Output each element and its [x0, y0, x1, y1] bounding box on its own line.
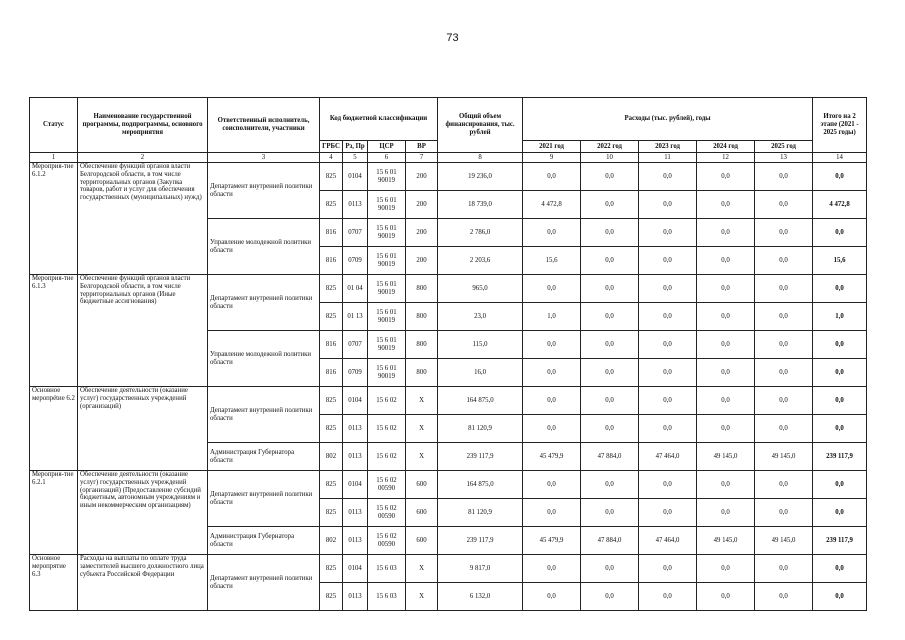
y2021-cell: 0,0 [523, 415, 581, 443]
y2023-cell: 0,0 [639, 331, 697, 359]
col-number: 6 [368, 153, 406, 163]
y2024-cell: 0,0 [697, 275, 755, 303]
y2025-cell: 0,0 [755, 415, 813, 443]
y2021-cell: 0,0 [523, 555, 581, 583]
rzpr-cell: 0104 [343, 163, 368, 191]
itogo-cell: 239 117,9 [813, 443, 867, 471]
y2021-cell: 0,0 [523, 359, 581, 387]
y2023-cell: 0,0 [639, 555, 697, 583]
y2023-cell: 0,0 [639, 275, 697, 303]
total-cell: 164 875,0 [438, 471, 523, 499]
vr-cell: 800 [406, 331, 438, 359]
y2022-cell: 47 884,0 [581, 527, 639, 555]
y2022-cell: 0,0 [581, 499, 639, 527]
header-rzpr: Рз, Пр [343, 141, 368, 153]
y2021-cell: 0,0 [523, 499, 581, 527]
col-number: 12 [697, 153, 755, 163]
y2023-cell: 0,0 [639, 191, 697, 219]
y2025-cell: 0,0 [755, 275, 813, 303]
col-number: 11 [639, 153, 697, 163]
y2022-cell: 0,0 [581, 275, 639, 303]
csr-cell: 15 6 02 [368, 443, 406, 471]
y2024-cell: 0,0 [697, 247, 755, 275]
csr-cell: 15 6 01 90019 [368, 359, 406, 387]
vr-cell: X [406, 555, 438, 583]
header-total: Общий объем финансирования, тыс. рублей [438, 98, 523, 153]
total-cell: 81 120,9 [438, 415, 523, 443]
header-2021: 2021 год [523, 141, 581, 153]
y2024-cell: 0,0 [697, 583, 755, 611]
csr-cell: 15 6 01 90019 [368, 247, 406, 275]
rzpr-cell: 0709 [343, 247, 368, 275]
name-cell: Обеспечение деятельности (оказание услуг) государственных учреждений (организаций) (Предоставление субсидий бюджетным, автономным учреждениям и иным некоммерческим организациям) [78, 471, 208, 555]
header-2022: 2022 год [581, 141, 639, 153]
name-cell: Обеспечение функций органов власти Белгородской области, в том числе территориальных органов (Иные бюджетные ассигнования) [78, 275, 208, 387]
y2021-cell: 0,0 [523, 583, 581, 611]
csr-cell: 15 6 01 90019 [368, 331, 406, 359]
total-cell: 164 875,0 [438, 387, 523, 415]
y2021-cell: 0,0 [523, 471, 581, 499]
grbs-cell: 802 [320, 443, 343, 471]
y2021-cell: 15,6 [523, 247, 581, 275]
total-cell: 81 120,9 [438, 499, 523, 527]
rzpr-cell: 0104 [343, 471, 368, 499]
total-cell: 239 117,9 [438, 527, 523, 555]
header-budget-code: Код бюджетной классификации [320, 98, 438, 141]
header-expenses: Расходы (тыс. рублей), годы [523, 98, 813, 141]
status-cell: Мероприя-тие 6.2.1 [30, 471, 78, 555]
itogo-cell: 0,0 [813, 387, 867, 415]
y2023-cell: 0,0 [639, 415, 697, 443]
total-cell: 6 132,0 [438, 583, 523, 611]
y2024-cell: 0,0 [697, 555, 755, 583]
y2023-cell: 47 464,0 [639, 443, 697, 471]
grbs-cell: 825 [320, 275, 343, 303]
csr-cell: 15 6 02 00590 [368, 471, 406, 499]
grbs-cell: 816 [320, 219, 343, 247]
grbs-cell: 825 [320, 583, 343, 611]
y2021-cell: 0,0 [523, 219, 581, 247]
col-number: 8 [438, 153, 523, 163]
total-cell: 16,0 [438, 359, 523, 387]
rzpr-cell: 0113 [343, 527, 368, 555]
col-number: 3 [208, 153, 320, 163]
itogo-cell: 0,0 [813, 471, 867, 499]
csr-cell: 15 6 02 [368, 415, 406, 443]
total-cell: 18 739,0 [438, 191, 523, 219]
y2022-cell: 0,0 [581, 303, 639, 331]
y2023-cell: 0,0 [639, 303, 697, 331]
y2025-cell: 0,0 [755, 499, 813, 527]
itogo-cell: 0,0 [813, 359, 867, 387]
header-vr: ВР [406, 141, 438, 153]
total-cell: 23,0 [438, 303, 523, 331]
col-number: 10 [581, 153, 639, 163]
total-cell: 239 117,9 [438, 443, 523, 471]
y2023-cell: 0,0 [639, 163, 697, 191]
executor-cell: Департамент внутренней политики области [208, 275, 320, 331]
status-cell: Мероприя-тие 6.1.3 [30, 275, 78, 387]
y2022-cell: 0,0 [581, 163, 639, 191]
header-executor: Ответственный исполнитель, соисполнители, участники [208, 98, 320, 153]
page-number: 73 [446, 32, 459, 44]
csr-cell: 15 6 01 90019 [368, 219, 406, 247]
total-cell: 115,0 [438, 331, 523, 359]
rzpr-cell: 0104 [343, 555, 368, 583]
vr-cell: 600 [406, 499, 438, 527]
total-cell: 19 236,0 [438, 163, 523, 191]
status-cell: Основное меропрétие 6.2 [30, 387, 78, 471]
vr-cell: 800 [406, 275, 438, 303]
y2023-cell: 0,0 [639, 387, 697, 415]
y2024-cell: 0,0 [697, 331, 755, 359]
rzpr-cell: 0707 [343, 219, 368, 247]
itogo-cell: 0,0 [813, 583, 867, 611]
y2024-cell: 0,0 [697, 415, 755, 443]
rzpr-cell: 0709 [343, 359, 368, 387]
y2024-cell: 49 145,0 [697, 527, 755, 555]
executor-cell: Департамент внутренней политики области [208, 555, 320, 611]
y2021-cell: 0,0 [523, 387, 581, 415]
itogo-cell: 4 472,8 [813, 191, 867, 219]
y2025-cell: 0,0 [755, 303, 813, 331]
grbs-cell: 825 [320, 303, 343, 331]
vr-cell: 200 [406, 163, 438, 191]
y2021-cell: 0,0 [523, 163, 581, 191]
vr-cell: X [406, 387, 438, 415]
y2025-cell: 0,0 [755, 555, 813, 583]
y2025-cell: 0,0 [755, 331, 813, 359]
header-2025: 2025 год [755, 141, 813, 153]
name-cell: Обеспечение деятельности (оказание услуг) государственных учреждений (организаций) [78, 387, 208, 471]
table-body [30, 163, 867, 611]
rzpr-cell: 0113 [343, 499, 368, 527]
col-number: 14 [813, 153, 867, 163]
itogo-cell: 239 117,9 [813, 527, 867, 555]
vr-cell: X [406, 443, 438, 471]
itogo-cell: 0,0 [813, 555, 867, 583]
header-2024: 2024 год [697, 141, 755, 153]
vr-cell: 600 [406, 471, 438, 499]
itogo-cell: 0,0 [813, 163, 867, 191]
table-row [30, 471, 867, 499]
csr-cell: 15 6 01 90019 [368, 191, 406, 219]
csr-cell: 15 6 02 [368, 387, 406, 415]
header-name: Наименование государственной программы, подпрограммы, основного мероприятия [78, 98, 208, 153]
vr-cell: 800 [406, 303, 438, 331]
csr-cell: 15 6 01 90019 [368, 303, 406, 331]
budget-table [29, 97, 867, 611]
y2024-cell: 49 145,0 [697, 443, 755, 471]
rzpr-cell: 0104 [343, 387, 368, 415]
itogo-cell: 15,6 [813, 247, 867, 275]
grbs-cell: 816 [320, 331, 343, 359]
rzpr-cell: 0113 [343, 443, 368, 471]
header-status: Статус [30, 98, 78, 153]
grbs-cell: 816 [320, 359, 343, 387]
y2022-cell: 0,0 [581, 471, 639, 499]
y2022-cell: 47 884,0 [581, 443, 639, 471]
y2023-cell: 0,0 [639, 499, 697, 527]
executor-cell: Управление молодежной политики области [208, 331, 320, 387]
column-number-row [30, 153, 867, 163]
table-row [30, 555, 867, 583]
grbs-cell: 825 [320, 471, 343, 499]
col-number: 13 [755, 153, 813, 163]
executor-cell: Администрация Губернатора области [208, 443, 320, 471]
table-row [30, 387, 867, 415]
y2023-cell: 0,0 [639, 471, 697, 499]
table-row [30, 275, 867, 303]
itogo-cell: 0,0 [813, 219, 867, 247]
header-itogo: Итого на 2 этапе (2021 - 2025 годы) [813, 98, 867, 153]
grbs-cell: 825 [320, 499, 343, 527]
vr-cell: X [406, 583, 438, 611]
itogo-cell: 1,0 [813, 303, 867, 331]
y2022-cell: 0,0 [581, 359, 639, 387]
status-cell: Основное меропрятие 6.3 [30, 555, 78, 611]
csr-cell: 15 6 02 00590 [368, 499, 406, 527]
y2021-cell: 45 479,9 [523, 443, 581, 471]
grbs-cell: 825 [320, 163, 343, 191]
y2024-cell: 0,0 [697, 303, 755, 331]
col-number: 7 [406, 153, 438, 163]
y2021-cell: 0,0 [523, 275, 581, 303]
rzpr-cell: 01 04 [343, 275, 368, 303]
y2025-cell: 0,0 [755, 219, 813, 247]
rzpr-cell: 01 13 [343, 303, 368, 331]
total-cell: 965,0 [438, 275, 523, 303]
col-number: 2 [78, 153, 208, 163]
y2024-cell: 0,0 [697, 387, 755, 415]
itogo-cell: 0,0 [813, 275, 867, 303]
rzpr-cell: 0113 [343, 191, 368, 219]
executor-cell: Управление молодежной политики области [208, 219, 320, 275]
y2023-cell: 0,0 [639, 247, 697, 275]
y2023-cell: 0,0 [639, 219, 697, 247]
rzpr-cell: 0113 [343, 415, 368, 443]
y2022-cell: 0,0 [581, 191, 639, 219]
csr-cell: 15 6 02 00590 [368, 527, 406, 555]
total-cell: 2 786,0 [438, 219, 523, 247]
grbs-cell: 825 [320, 191, 343, 219]
y2025-cell: 0,0 [755, 359, 813, 387]
y2022-cell: 0,0 [581, 583, 639, 611]
col-number: 5 [343, 153, 368, 163]
name-cell: Расходы на выплаты по оплате труда заместителей высшего должностного лица субъекта Российской Федерации [78, 555, 208, 611]
header-csr: ЦСР [368, 141, 406, 153]
y2025-cell: 49 145,0 [755, 527, 813, 555]
vr-cell: 200 [406, 219, 438, 247]
y2021-cell: 45 479,9 [523, 527, 581, 555]
itogo-cell: 0,0 [813, 331, 867, 359]
y2025-cell: 0,0 [755, 163, 813, 191]
vr-cell: 600 [406, 527, 438, 555]
y2025-cell: 0,0 [755, 583, 813, 611]
y2022-cell: 0,0 [581, 331, 639, 359]
col-number: 4 [320, 153, 343, 163]
y2024-cell: 0,0 [697, 191, 755, 219]
y2022-cell: 0,0 [581, 415, 639, 443]
rzpr-cell: 0113 [343, 583, 368, 611]
header-2023: 2023 год [639, 141, 697, 153]
y2024-cell: 0,0 [697, 359, 755, 387]
col-number: 1 [30, 153, 78, 163]
y2023-cell: 0,0 [639, 583, 697, 611]
grbs-cell: 825 [320, 415, 343, 443]
itogo-cell: 0,0 [813, 499, 867, 527]
y2022-cell: 0,0 [581, 387, 639, 415]
csr-cell: 15 6 03 [368, 583, 406, 611]
vr-cell: 200 [406, 191, 438, 219]
y2022-cell: 0,0 [581, 219, 639, 247]
y2025-cell: 0,0 [755, 191, 813, 219]
executor-cell: Департамент внутренней политики области [208, 387, 320, 443]
vr-cell: 200 [406, 247, 438, 275]
grbs-cell: 816 [320, 247, 343, 275]
csr-cell: 15 6 01 90019 [368, 275, 406, 303]
y2021-cell: 4 472,8 [523, 191, 581, 219]
itogo-cell: 0,0 [813, 415, 867, 443]
y2024-cell: 0,0 [697, 471, 755, 499]
y2025-cell: 0,0 [755, 471, 813, 499]
y2022-cell: 0,0 [581, 247, 639, 275]
grbs-cell: 825 [320, 387, 343, 415]
y2025-cell: 0,0 [755, 387, 813, 415]
y2021-cell: 0,0 [523, 331, 581, 359]
executor-cell: Департамент внутренней политики области [208, 163, 320, 219]
grbs-cell: 825 [320, 555, 343, 583]
csr-cell: 15 6 03 [368, 555, 406, 583]
vr-cell: 800 [406, 359, 438, 387]
col-number: 9 [523, 153, 581, 163]
y2023-cell: 0,0 [639, 359, 697, 387]
table-row [30, 163, 867, 191]
total-cell: 9 817,0 [438, 555, 523, 583]
total-cell: 2 203,6 [438, 247, 523, 275]
csr-cell: 15 6 01 90019 [368, 163, 406, 191]
y2023-cell: 47 464,0 [639, 527, 697, 555]
y2024-cell: 0,0 [697, 499, 755, 527]
executor-cell: Департамент внутренней политики области [208, 471, 320, 527]
y2021-cell: 1,0 [523, 303, 581, 331]
header-grbs: ГРБС [320, 141, 343, 153]
y2025-cell: 0,0 [755, 247, 813, 275]
y2025-cell: 49 145,0 [755, 443, 813, 471]
y2024-cell: 0,0 [697, 219, 755, 247]
y2024-cell: 0,0 [697, 163, 755, 191]
rzpr-cell: 0707 [343, 331, 368, 359]
name-cell: Обеспечение функций органов власти Белгородской области, в том числе территориальных органов (Закупка товаров, работ и услуг для обеспечения государственных (муниципальных) нужд) [78, 163, 208, 275]
vr-cell: X [406, 415, 438, 443]
status-cell: Мероприя-тие 6.1.2 [30, 163, 78, 275]
grbs-cell: 802 [320, 527, 343, 555]
y2022-cell: 0,0 [581, 555, 639, 583]
executor-cell: Администрация Губернатора области [208, 527, 320, 555]
